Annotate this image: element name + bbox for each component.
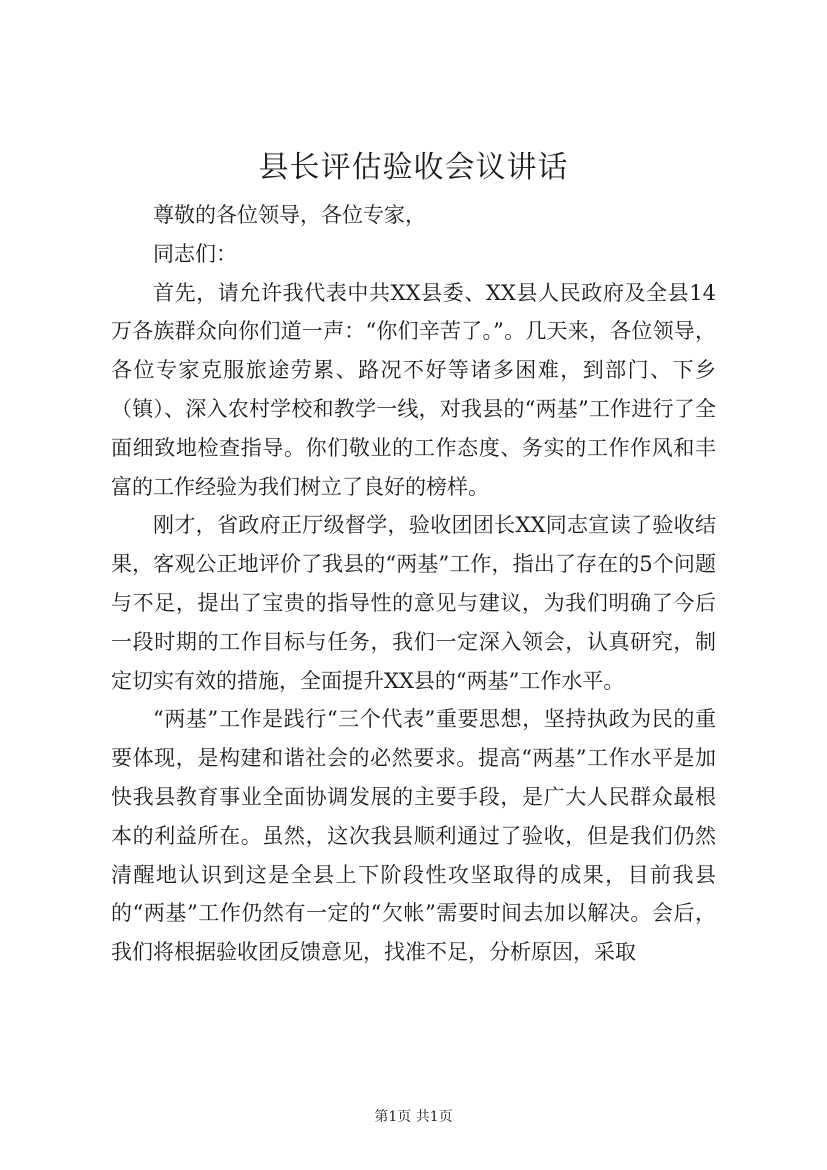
body-paragraph: “两基”工作是践行“三个代表”重要思想，坚持执政为民的重要体现，是构建和谐社会的必然要求。提高“两基”工作水平是加快我县教育事业全面协调发展的主要手段，是广大人民群众最根本的利益所在。虽然，这次我县顺利通过了验收，但是我们仍然清醒地认识到这是全县上下阶段性攻坚取得的成果，目前我县的“两基”工作仍然有一定的“欠帐”需要时间去加以解决。会后，我们将根据验收团反馈意见，找准不足，分析原因，采取 (111, 707, 716, 965)
salutation-line: 同志们： (153, 241, 237, 266)
document-title: 县长评估验收会议讲话 (258, 150, 569, 185)
body-paragraph: 首先，请允许我代表中共XX县委、XX县人民政府及全县14万各族群众向你们道一声：“你们辛苦了。”。几天来，各位领导，各位专家克服旅途劳累、路况不好等诸多困难，到部门、下乡（镇）、深入农村学校和教学一线，对我县的“两基”工作进行了全面细致地检查指导。你们敬业的工作态度、务实的工作作风和丰富的工作经验为我们树立了良好的榜样。 (111, 280, 716, 499)
salutation-line: 尊敬的各位领导，各位专家， (153, 203, 426, 227)
page-number-footer: 第1页 共1页 (374, 1109, 453, 1125)
document-body (111, 196, 716, 972)
body-paragraph: 刚才，省政府正厅级督学，验收团团长XX同志宣读了验收结果，客观公正地评价了我县的“两基”工作，指出了存在的5个问题与不足，提出了宝贵的指导性的意见与建议，为我们明确了今后一段时期的工作目标与任务，我们一定深入领会，认真研究，制定切实有效的措施，全面提升XX县的“两基”工作水平。 (111, 513, 716, 693)
